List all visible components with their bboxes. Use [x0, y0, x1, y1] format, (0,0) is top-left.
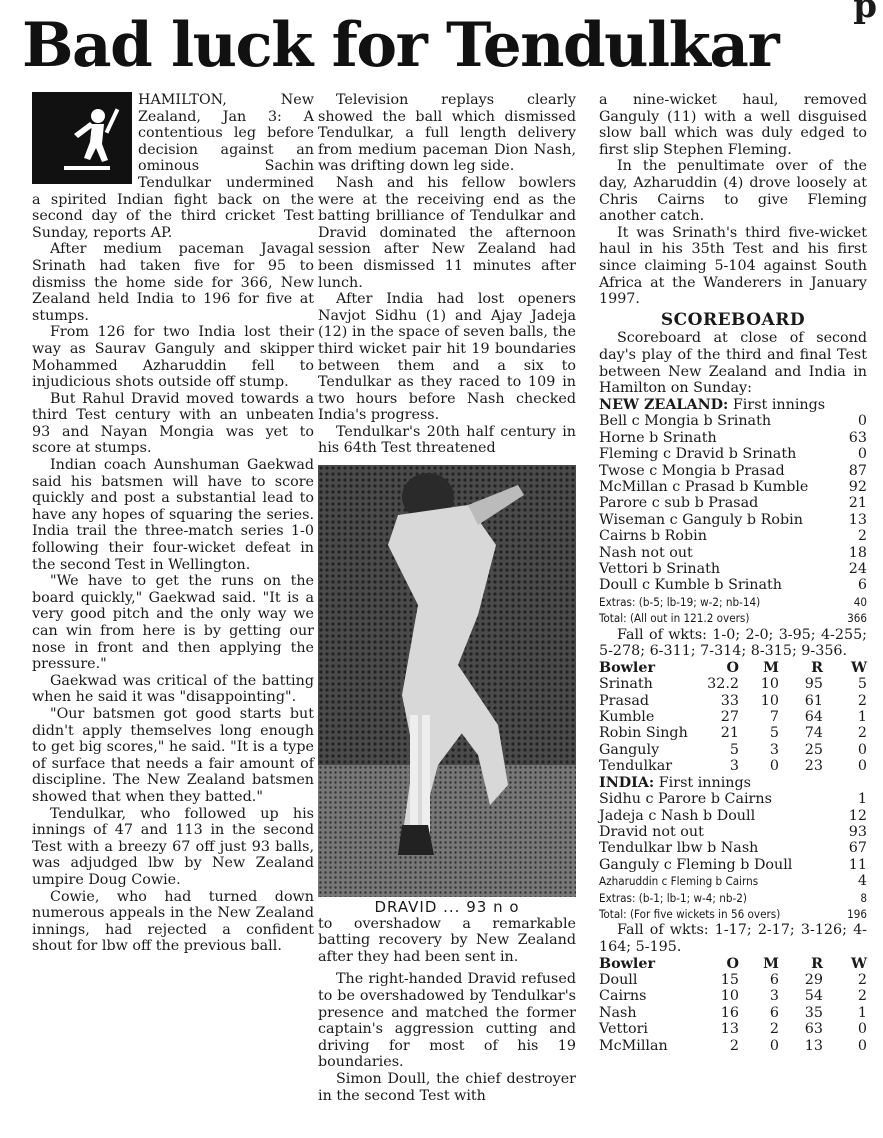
batsman-runs: 4: [857, 873, 867, 890]
scoreboard-title: SCOREBOARD: [660, 309, 806, 330]
batting-row: [599, 463, 867, 479]
bowling-header-row: [599, 660, 867, 676]
india-heading-label: INDIA:: [599, 774, 655, 791]
bowler-name: Nash: [599, 1004, 637, 1021]
paragraph: "We have to get the runs on the board quickly," Gaekwad said. "It is a very good pitch and the only way we can win from here is by getting our nose in front and then applying the pressure.": [32, 573, 314, 673]
article-column-1: [32, 92, 314, 955]
bowling-figure: 95: [804, 676, 823, 693]
nz-innings-heading: [599, 397, 867, 414]
batsman-runs: 0: [857, 446, 867, 463]
bowler-name: Tendulkar: [599, 758, 673, 775]
bowler-name: Srinath: [599, 676, 653, 693]
batsman-dismissal: Horne b Srinath: [599, 429, 717, 446]
batting-row: [599, 528, 867, 544]
bowling-header-row: [599, 956, 867, 972]
bowling-row: [599, 693, 867, 709]
bowling-row: [599, 988, 867, 1004]
bowling-figure: 0: [857, 1037, 867, 1054]
bowling-row: [599, 676, 867, 692]
batsman-dismissal: Azharuddin c Fleming b Cairns: [599, 874, 759, 889]
batsman-runs: 1: [857, 791, 867, 808]
batting-row: [599, 545, 867, 561]
bowler-name: Prasad: [599, 692, 649, 709]
nz-extras-row: [599, 594, 867, 610]
batsman-runs: 12: [848, 807, 867, 824]
paragraph: Simon Doull, the chief destroyer in the second Test with: [318, 1071, 576, 1104]
bowling-figure: 15: [720, 972, 739, 989]
batsman-runs: 13: [848, 511, 867, 528]
total-value: 196: [847, 907, 867, 922]
paragraph: The right-handed Dravid refused to be overshadowed by Tendulkar's presence and matched the former captain's aggression cutting and driving for most of his 19 boundaries.: [318, 971, 576, 1071]
bowling-figure: 2: [729, 1037, 739, 1054]
bowler-name: McMillan: [599, 1037, 668, 1054]
bowling-row: [599, 709, 867, 725]
bowling-row: [599, 972, 867, 988]
scoreboard-intro: Scoreboard at close of second day's play of the third and final Test between New Zealand and India in Hamilton on Sunday:: [599, 330, 867, 397]
paragraph: Nash and his fellow bowlers were at the receiving end as the batting brilliance of Tendulkar and Dravid dominated the afternoon session after New Zealand had been dismissed 11 minutes after lunch.: [318, 174, 576, 291]
batting-row: [599, 561, 867, 577]
bowling-row: [599, 725, 867, 741]
paragraph: In the penultimate over of the day, Azharuddin (4) drove loosely at Chris Cairns to give Fleming another catch.: [599, 158, 867, 225]
bowling-row: [599, 742, 867, 758]
bowling-figure: 16: [720, 1004, 739, 1021]
nz-heading-label: NEW ZEALAND:: [599, 396, 729, 413]
batsman-dismissal: Bell c Mongia b Srinath: [599, 413, 772, 430]
bowling-figure: 5: [729, 741, 739, 758]
bowling-figure: 2: [857, 988, 867, 1005]
paragraph: to overshadow a remarkable batting recovery by New Zealand after they had been sent in.: [318, 915, 576, 965]
bowler-name: Kumble: [599, 708, 655, 725]
batsman-runs: 11: [848, 856, 867, 873]
bowling-figure: 5: [857, 676, 867, 693]
batsman-runs: 24: [848, 560, 867, 577]
bowling-figure: 63: [804, 1021, 823, 1038]
extras-value: 40: [853, 594, 867, 609]
batsman-dismissal: Tendulkar lbw b Nash: [599, 840, 759, 857]
batting-row: [599, 808, 867, 824]
cricket-batsman-icon: [32, 92, 132, 184]
bowling-header-cell: O: [726, 659, 739, 676]
bowling-header-cell: W: [850, 659, 867, 676]
bowling-figure: 0: [769, 758, 779, 775]
bowling-figure: 13: [804, 1037, 823, 1054]
bowling-figure: 0: [857, 741, 867, 758]
bowler-name: Doull: [599, 972, 638, 989]
bowling-figure: 1: [857, 708, 867, 725]
batsman-runs: 2: [857, 528, 867, 545]
bowling-figure: 13: [720, 1021, 739, 1038]
batsman-dismissal: Fleming c Dravid b Srinath: [599, 446, 797, 463]
bowling-figure: 5: [769, 725, 779, 742]
paragraph: Indian coach Aunshuman Gaekwad said his batsmen will have to score quickly and post a substantial lead to have any hopes of squaring the series. India trail the three-match series 1-0 following their four-wicket defeat in the second Test in Wellington.: [32, 457, 314, 573]
bowling-figure: 21: [720, 725, 739, 742]
batting-row: [599, 857, 867, 873]
batsman-runs: 92: [848, 478, 867, 495]
bowler-name: Vettori: [599, 1021, 648, 1038]
bowling-header-cell: R: [811, 659, 823, 676]
bowling-header-cell: M: [763, 955, 779, 972]
batsman-runs: 18: [848, 544, 867, 561]
bowling-figure: 35: [804, 1004, 823, 1021]
india-innings-heading: [599, 775, 867, 792]
batsman-dismissal: Dravid not out: [599, 824, 704, 840]
bowling-figure: 2: [857, 725, 867, 742]
extras-label: Extras: (b-1; lb-1; w-4; nb-2): [599, 890, 747, 905]
bowler-name: Robin Singh: [599, 725, 688, 742]
paragraph: Gaekwad was critical of the batting when he said it was "disappointing".: [32, 672, 314, 706]
batting-row: [599, 479, 867, 495]
bowling-figure: 0: [857, 758, 867, 775]
batsman-dismissal: Cairns b Robin: [599, 528, 707, 545]
paragraph: "Our batsmen got good starts but didn't apply themselves long enough to get big scores," he said. "It is a type of surface that needs a fair amount of discipline. The New Zealand batsmen showed that when they batted.": [32, 705, 314, 805]
batsman-dismissal: Wiseman c Ganguly b Robin: [599, 511, 803, 528]
nz-batting-card: [599, 413, 867, 593]
paragraph: After medium paceman Javagal Srinath had taken five for 95 to dismiss the home side for 366, New Zealand held India to 196 for five at stumps.: [32, 241, 314, 324]
india-batting-card: [599, 791, 867, 889]
bowling-figure: 2: [769, 1021, 779, 1038]
bowler-name: Cairns: [599, 988, 647, 1005]
nz-heading-rest: First innings: [728, 396, 826, 413]
bowler-name: Ganguly: [599, 741, 660, 758]
india-extras-row: [599, 890, 867, 906]
nz-fall-of-wickets: Fall of wkts: 1-0; 2-0; 3-95; 4-255; 5-278; 6-311; 7-314; 8-315; 9-356.: [599, 626, 867, 660]
dravid-photo: [318, 465, 576, 897]
total-label: Total: (For five wickets in 56 overs): [599, 907, 781, 922]
batsman-dismissal: Twose c Mongia b Prasad: [599, 462, 785, 479]
india-fall-of-wickets: Fall of wkts: 1-17; 2-17; 3-126; 4-164; 5-195.: [599, 922, 867, 956]
bowling-row: [599, 758, 867, 774]
bowling-figure: 7: [769, 708, 779, 725]
total-value: 366: [847, 611, 867, 626]
bowling-figure: 3: [769, 988, 779, 1005]
bowling-figure: 27: [720, 708, 739, 725]
bowling-header-cell: M: [763, 659, 779, 676]
dateline-paragraph: HAMILTON, New Zealand, Jan 3: A contentious leg before decision against an ominous Sachin Tendulkar undermined a spirited Indian fight back on the second day of the third cricket Test Sunday, reports AP.: [32, 92, 314, 241]
bowling-header-cell: Bowler: [599, 955, 655, 972]
bowling-row: [599, 1005, 867, 1021]
batsman-runs: 21: [848, 495, 867, 512]
batsman-dismissal: Sidhu c Parore b Cairns: [599, 791, 772, 808]
batting-row: [599, 413, 867, 429]
batsman-runs: 0: [857, 413, 867, 430]
paragraph: From 126 for two India lost their way as Saurav Ganguly and skipper Mohammed Azharuddin fell to injudicious shots outside off stump.: [32, 324, 314, 391]
extras-label: Extras: (b-5; lb-19; w-2; nb-14): [599, 594, 761, 609]
batsman-runs: 63: [848, 429, 867, 446]
batting-row: [599, 512, 867, 528]
bowling-header-cell: O: [726, 955, 739, 972]
bowling-figure: 29: [804, 972, 823, 989]
batting-row: [599, 446, 867, 462]
bowling-figure: 10: [760, 676, 779, 693]
batting-row: [599, 791, 867, 807]
bowling-figure: 74: [804, 725, 823, 742]
india-bowling-table: [599, 660, 867, 775]
bowling-row: [599, 1021, 867, 1037]
bowling-figure: 3: [769, 741, 779, 758]
bowling-figure: 32.2: [707, 676, 739, 693]
paragraph: Tendulkar's 20th half century in his 64th Test threatened: [318, 423, 576, 457]
batsman-dismissal: Jadeja c Nash b Doull: [599, 807, 756, 824]
batting-row: [599, 577, 867, 593]
paragraph: a nine-wicket haul, removed Ganguly (11) with a well disguised slow ball which was duly edged to first slip Stephen Fleming.: [599, 92, 867, 158]
batting-row: [599, 873, 867, 889]
bowling-figure: 54: [804, 988, 823, 1005]
bowling-figure: 1: [857, 1004, 867, 1021]
bowling-figure: 0: [769, 1037, 779, 1054]
bowling-figure: 6: [769, 1004, 779, 1021]
batsman-dismissal: Doull c Kumble b Srinath: [599, 577, 782, 594]
bowling-figure: 2: [857, 972, 867, 989]
bowling-figure: 0: [857, 1021, 867, 1038]
extras-value: 8: [860, 890, 867, 905]
batsman-runs: 67: [848, 840, 867, 857]
headline: Bad luck for Tendulkar: [22, 10, 779, 81]
bowling-figure: 6: [769, 972, 779, 989]
paragraph: But Rahul Dravid moved towards a third Test century with an unbeaten 93 and Nayan Mongia was yet to score at stumps.: [32, 390, 314, 457]
batsman-dismissal: Vettori b Srinath: [599, 560, 721, 577]
batsman-dismissal: Parore c sub b Prasad: [599, 495, 759, 512]
bowling-figure: 61: [804, 692, 823, 709]
paragraph: Tendulkar, who followed up his innings of 47 and 113 in the second Test with a breezy 67 off just 93 balls, was adjudged lbw by New Zealand umpire Doug Cowie.: [32, 805, 314, 888]
bowling-row: [599, 1038, 867, 1054]
bowling-header-cell: W: [850, 955, 867, 972]
batsman-dismissal: McMillan c Prasad b Kumble: [599, 478, 809, 495]
batting-row: [599, 430, 867, 446]
nz-total-row: [599, 610, 867, 626]
bowling-header-cell: Bowler: [599, 659, 655, 676]
bowling-figure: 10: [760, 692, 779, 709]
article-column-2: [318, 92, 576, 1104]
bowling-figure: 3: [729, 758, 739, 775]
bowling-figure: 33: [720, 692, 739, 709]
photo-caption: DRAVID ... 93 n o: [374, 898, 520, 917]
batsman-runs: 87: [848, 462, 867, 479]
batting-row: [599, 824, 867, 840]
total-label: Total: (All out in 121.2 overs): [599, 611, 750, 626]
india-heading-rest: First innings: [654, 774, 751, 791]
bowling-figure: 23: [804, 758, 823, 775]
article-column-3: [599, 92, 867, 1054]
bowling-header-cell: R: [811, 955, 823, 972]
bowling-figure: 10: [720, 988, 739, 1005]
batsman-dismissal: Nash not out: [599, 544, 693, 561]
paragraph: Television replays clearly showed the ball which dismissed Tendulkar, a full length delivery from medium paceman Dion Nash, was drifting down leg side.: [318, 92, 576, 175]
paragraph: It was Srinath's third five-wicket haul in his 35th Test and his first since claiming 5-104 against South Africa at the Wanderers in January 1997.: [599, 224, 867, 308]
batsman-runs: 93: [848, 824, 867, 840]
batsman-dismissal: Ganguly c Fleming b Doull: [599, 856, 793, 873]
batting-row: [599, 840, 867, 856]
batsman-runs: 6: [857, 577, 867, 594]
paragraph: After India had lost openers Navjot Sidhu (1) and Ajay Jadeja (12) in the space of seven balls, the third wicket pair hit 19 boundaries between them and a six to Tendulkar as they raced to 109 in two hours before Nash checked India's progress.: [318, 291, 576, 424]
batting-row: [599, 495, 867, 511]
paragraph: Cowie, who had turned down numerous appeals in the New Zealand innings, had rejected a confident shout for lbw off the previous ball.: [32, 888, 314, 955]
india-total-row: [599, 906, 867, 922]
bowling-figure: 64: [804, 708, 823, 725]
top-edge: p: [853, 0, 877, 26]
bowling-figure: 25: [804, 741, 823, 758]
nz-bowling-table: [599, 956, 867, 1054]
bowling-figure: 2: [857, 692, 867, 709]
